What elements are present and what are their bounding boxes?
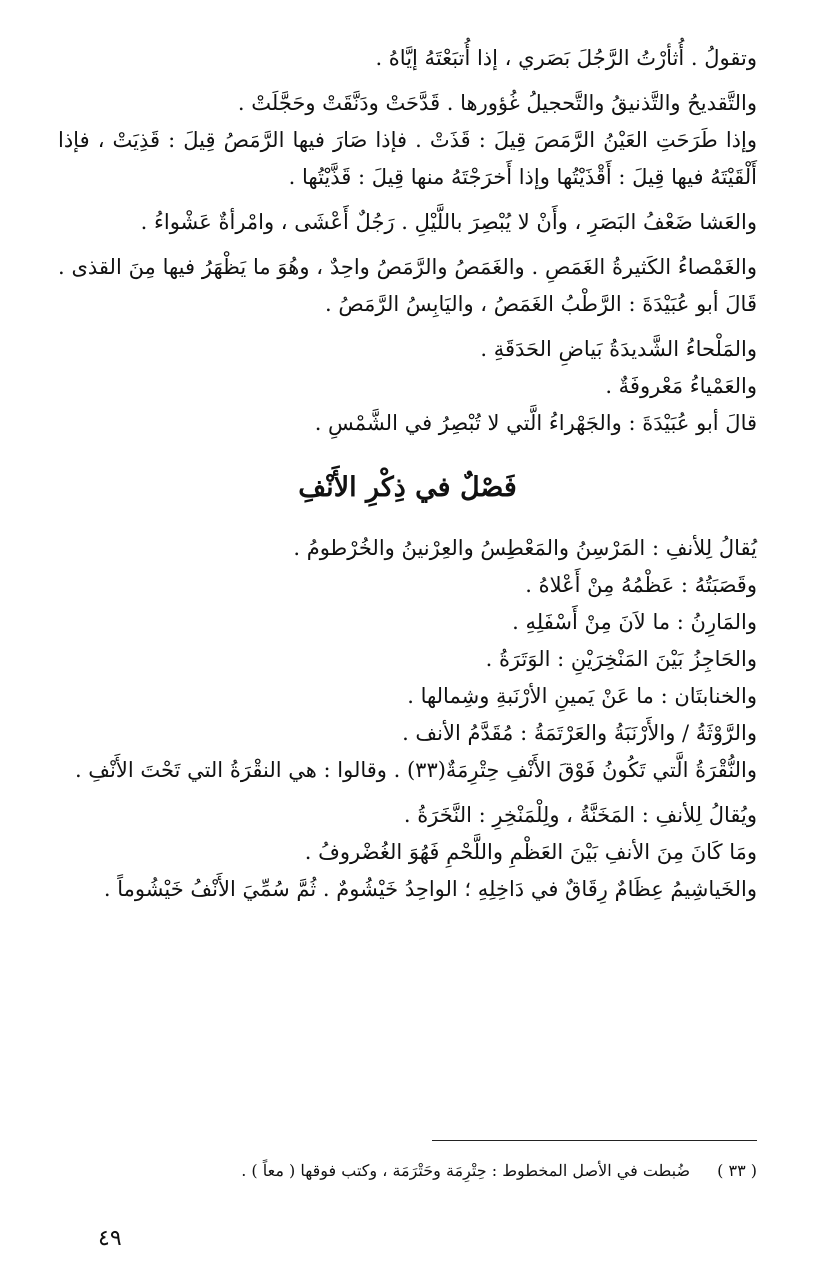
paragraph: ومَا كَانَ مِنَ الأنفِ بَيْنَ العَظْمِ واللَّحْمِ فَهُوَ الغُضْروفُ .: [304, 840, 757, 864]
page-number: ٤٩: [98, 1226, 122, 1251]
section-title: فَصْلٌ في ذِكْرِ الأَنْفِ: [298, 472, 517, 503]
paragraph: والعَشا ضَعْفُ البَصَرِ ، وأَنْ لا يُبْصِرَ باللَّيْلِ . رَجُلٌ أَعْشَى ، وامْرأةٌ عَشْواءُ .: [140, 210, 757, 234]
footnote-divider: [432, 1140, 757, 1141]
paragraph: والخنابتَان : ما عَنْ يَمينِ الأرْنَبةِ وشِمالها .: [407, 684, 757, 708]
paragraph: قالَ أبو عُبَيْدَةَ : والجَهْراءُ الَّتي لا تُبْصِرُ في الشَّمْسِ .: [314, 411, 757, 435]
paragraph: والغَمْصاءُ الكَثيرةُ الغَمَصِ . والغَمَصُ والرَّمَصُ واحِدٌ ، وهُوَ ما يَظْهَرُ فيها مِنَ القذى . قَالَ أبو عُبَيْدَةَ : الرَّطْبُ الغَمَصُ ، واليَابِسُ الرَّمَصُ .: [58, 255, 757, 316]
paragraph: وإذا طَرَحَتِ العَيْنُ الرَّمَصَ قِيلَ : قَذَتْ . فإذا صَارَ فيها الرَّمَصُ قِيلَ : قَذِيَتْ ، فإذا أَلْقَيْتَهُ فيها قِيلَ : أَقْذَيْتُها وإذا أَخرَجْتَهُ منها قِيلَ : قَذَّيْتُها .: [58, 128, 757, 189]
paragraph: والنُّقْرَةُ الَّتي تَكُونُ فَوْقَ الأَنْفِ حِتْرِمَةٌ(٣٣) . وقالوا : هي النقْرَةُ التي تَحْتَ الأَنْفِ .: [74, 758, 757, 782]
paragraph: والتَّقديحُ والتَّذنيقُ والتَّحجيلُ غُؤورها . قَدَّحَتْ ودَنَّقَتْ وحَجَّلَتْ .: [237, 91, 757, 115]
paragraph: والحَاجِزُ بَيْنَ المَنْخِرَيْنِ : الوَتَرَةُ .: [485, 647, 757, 671]
paragraph: وتقولُ . أُثأرْتُ الرَّجُلَ بَصَري ، إذا أُتبَعْتَهُ إيَّاهُ .: [375, 46, 757, 70]
footnote-text: ضُبطت في الأصل المخطوط : حِتْرِمَة وحَتْرَمَة ، وكتب فوقها ( معاً ) .: [241, 1161, 691, 1180]
paragraph: والخَياشِيمُ عِظَامٌ رِقَاقٌ في دَاخِلِهِ ؛ الواحِدُ خَيْشُومٌ . ثُمَّ سُمِّيَ الأَنْفُ خَيْشُوماً .: [103, 877, 757, 901]
paragraph: والمَارِنُ : ما لاَنَ مِنْ أَسْفَلِهِ .: [512, 610, 757, 634]
paragraph: وقَصَبَتُهُ : عَظْمُهُ مِنْ أَعْلاهُ .: [525, 573, 757, 597]
paragraph: والرَّوْثَةُ / والأَرْنَبَةُ والعَرْتَمَةُ : مُقَدَّمُ الأنف .: [402, 721, 757, 745]
footnote: [58, 1158, 757, 1184]
paragraph: ويُقالُ لِلأنفِ : المَخَنَّةُ ، ولِلْمَنْخِرِ : النَّخَرَةُ .: [403, 803, 757, 827]
footnote-number: ( ٣٣ ): [717, 1161, 757, 1180]
paragraph: والمَلْحاءُ الشَّديدَةُ بَياضِ الحَدَقَةِ .: [480, 337, 757, 361]
paragraph: والعَمْياءُ مَعْروفَةٌ .: [605, 374, 757, 398]
paragraph: يُقالُ لِلأنفِ : المَرْسِنُ والمَعْطِسُ والعِرْنينُ والخُرْطومُ .: [293, 536, 757, 560]
book-page: [58, 40, 757, 1251]
